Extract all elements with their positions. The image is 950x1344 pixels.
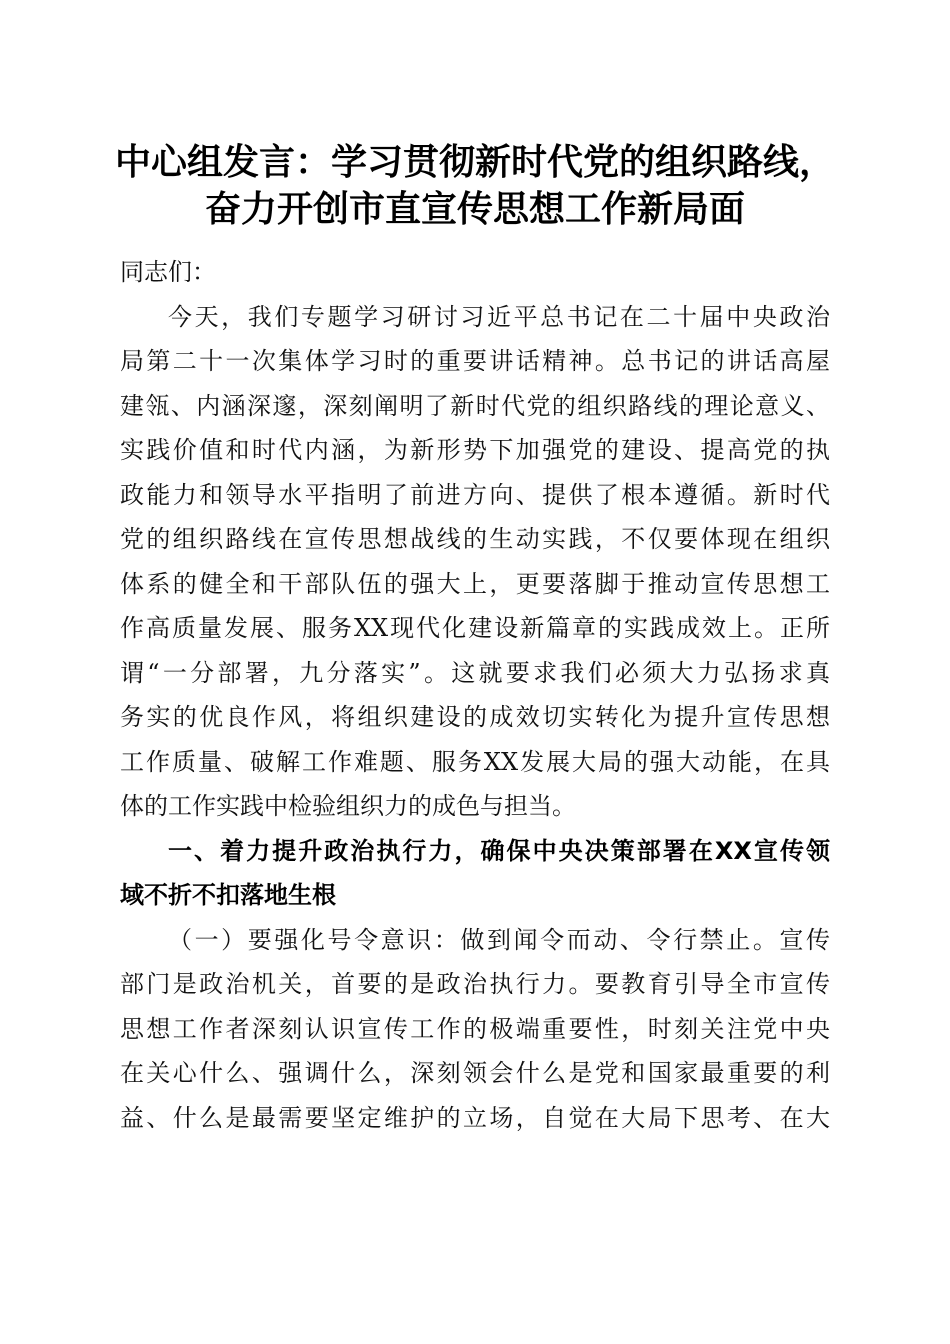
document-title-line-2: 奋力开创市直宣传思想工作新局面 bbox=[204, 188, 745, 230]
paragraph-line: 实践价值和时代内涵，为新形势下加强党的建设、提高党的执 bbox=[120, 436, 830, 464]
paragraph-line: 务实的优良作风，将组织建设的成效切实转化为提升宣传思想 bbox=[120, 703, 830, 731]
paragraph-line: 谓“一分部署，九分落实”。这就要求我们必须大力弘扬求真 bbox=[120, 658, 830, 687]
paragraph-line: 体系的健全和干部队伍的强大上，更要落脚于推动宣传思想工 bbox=[120, 569, 830, 598]
paragraph-line: 局第二十一次集体学习时的重要讲话精神。总书记的讲话高屋 bbox=[120, 347, 830, 375]
section-heading-line: 一、着力提升政治执行力，确保中央决策部署在XX宣传领 bbox=[168, 836, 830, 865]
paragraph-line: 部门是政治机关，首要的是政治执行力。要教育引导全市宣传 bbox=[120, 970, 830, 998]
paragraph-line: 今天，我们专题学习研讨习近平总书记在二十届中央政治 bbox=[168, 302, 830, 331]
paragraph-line: 同志们： bbox=[120, 258, 216, 286]
paragraph-line: 思想工作者深刻认识宣传工作的极端重要性，时刻关注党中央 bbox=[120, 1014, 830, 1043]
paragraph-line: 在关心什么、强调什么，深刻领会什么是党和国家最重要的利 bbox=[120, 1059, 830, 1087]
section-heading-line: 域不折不扣落地生根 bbox=[120, 881, 336, 909]
document-title-line-1: 中心组发言：学习贯彻新时代党的组织路线， bbox=[114, 141, 835, 183]
paragraph-line: （一）要强化号令意识：做到闻令而动、令行禁止。宣传 bbox=[168, 925, 830, 954]
paragraph-line: 党的组织路线在宣传思想战线的生动实践，不仅要体现在组织 bbox=[120, 525, 830, 553]
paragraph-line: 作高质量发展、服务XX现代化建设新篇章的实践成效上。正所 bbox=[120, 614, 830, 642]
paragraph-line: 体的工作实践中检验组织力的成色与担当。 bbox=[120, 792, 576, 820]
paragraph-line: 益、什么是最需要坚定维护的立场，自觉在大局下思考、在大 bbox=[120, 1103, 830, 1132]
paragraph-line: 政能力和领导水平指明了前进方向、提供了根本遵循。新时代 bbox=[120, 480, 830, 509]
paragraph-line: 建瓴、内涵深邃，深刻阐明了新时代党的组织路线的理论意义、 bbox=[120, 391, 830, 420]
paragraph-line: 工作质量、破解工作难题、服务XX发展大局的强大动能，在具 bbox=[120, 747, 830, 776]
